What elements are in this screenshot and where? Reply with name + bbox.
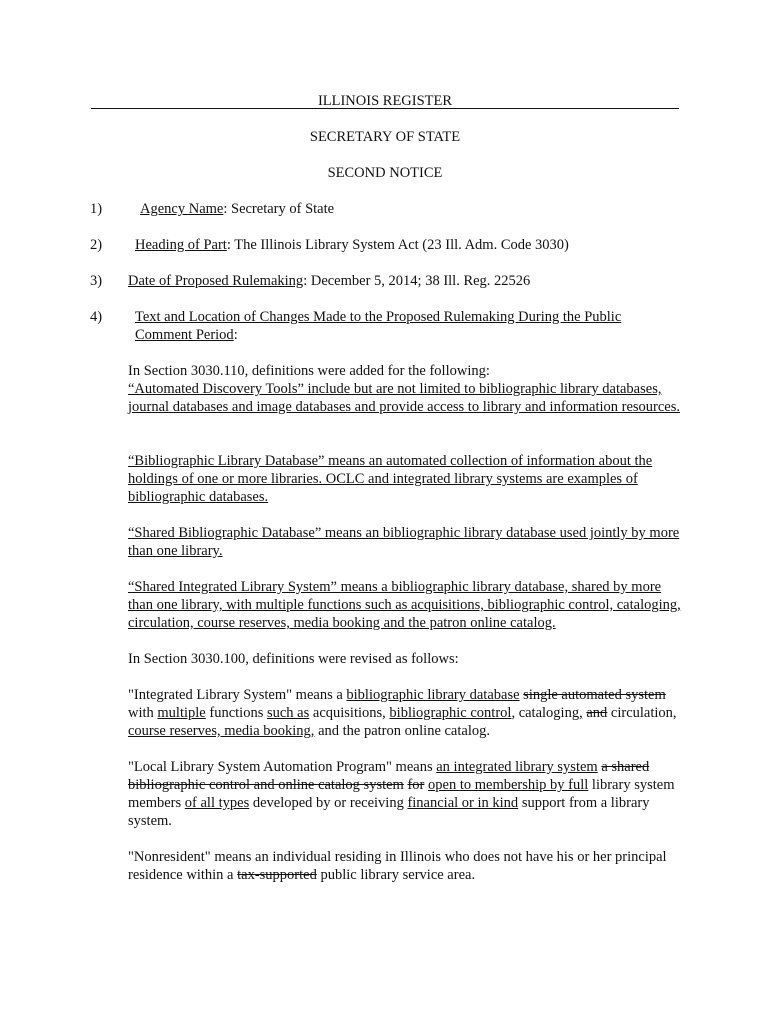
date-value: December 5, 2014; 38 Ill. Reg. 22526: [310, 273, 531, 289]
def-bibliographic-library-database: “Bibliographic Library Database” means an automated collection of information about the holdings of one or more libraries. OCLC and integrated library systems are examples of bibliographic databases.: [128, 453, 653, 505]
item-1-number: 1): [90, 201, 103, 217]
office-title: SECRETARY OF STATE: [309, 129, 461, 145]
item-4: Text and Location of Changes Made to the Proposed Rulemaking During the Public Comment Period:: [135, 309, 622, 343]
def-bibliographic-library-database-block: [128, 452, 688, 506]
item-4-number: 4): [90, 309, 103, 325]
date-label: Date of Proposed Rulemaking: [128, 273, 304, 289]
added-definitions: [128, 362, 688, 416]
def-shared-bibliographic-database: “Shared Bibliographic Database” means an bibliographic library database used jointly by more than one library.: [128, 525, 680, 559]
def-nonresident-block: [128, 848, 688, 884]
def-llsap-block: [128, 758, 688, 830]
def-nonresident: "Nonresident" means an individual residing in Illinois who does not have his or her principal residence within a tax-supported public library service area.: [128, 849, 667, 883]
def-shared-ils-block: [128, 578, 688, 632]
notice-title: SECOND NOTICE: [327, 165, 443, 181]
agency-name-label: Agency Name: [140, 201, 224, 217]
register-title: ILLINOIS REGISTER: [317, 93, 453, 109]
item-3-number: 3): [90, 273, 103, 289]
agency-name-value: Secretary of State: [231, 201, 335, 217]
revised-intro-block: [128, 650, 688, 668]
changes-label-line1: Text and Location of Changes Made to the Proposed Rulemaking During the Public: [135, 309, 622, 325]
item-2: Heading of Part: The Illinois Library System Act (23 Ill. Adm. Code 3030): [135, 237, 569, 253]
def-local-library-system-automation-program: "Local Library System Automation Program" means an integrated library system a shared bibliographic control and online catalog system for open to membership by full library system members of all types developed by or receiving financial or in kind support from a library system.: [128, 759, 675, 829]
header-rule: [91, 108, 679, 109]
def-automated-discovery-tools: “Automated Discovery Tools” include but are not limited to bibliographic library databases, journal databases and image databases and provide access to library and information resources.: [128, 381, 681, 415]
changes-label-line2: Comment Period: [135, 327, 234, 343]
def-shared-bibliographic-database-block: [128, 524, 688, 560]
item-3: Date of Proposed Rulemaking: December 5, 2014; 38 Ill. Reg. 22526: [128, 273, 531, 289]
heading-of-part-value: The Illinois Library System Act (23 Ill. Adm. Code 3030): [234, 237, 569, 253]
added-intro: In Section 3030.110, definitions were added for the following:: [128, 363, 490, 379]
item-1: Agency Name: Secretary of State: [140, 201, 335, 217]
item-2-number: 2): [90, 237, 103, 253]
def-shared-integrated-library-system: “Shared Integrated Library System” means a bibliographic library database, shared by more than one library, with multiple functions such as acquisitions, bibliographic control, cataloging, circulation, course reserves, media booking and the patron online catalog.: [128, 579, 681, 631]
heading-of-part-label: Heading of Part: [135, 237, 227, 253]
def-integrated-library-system-block: [128, 686, 688, 740]
def-integrated-library-system: "Integrated Library System" means a bibliographic library database single automated system with multiple functions such as acquisitions, bibliographic control, cataloging, and circulation, course reserves, media booking, and the patron online catalog.: [128, 687, 677, 739]
revised-intro: In Section 3030.100, definitions were revised as follows:: [128, 651, 459, 667]
